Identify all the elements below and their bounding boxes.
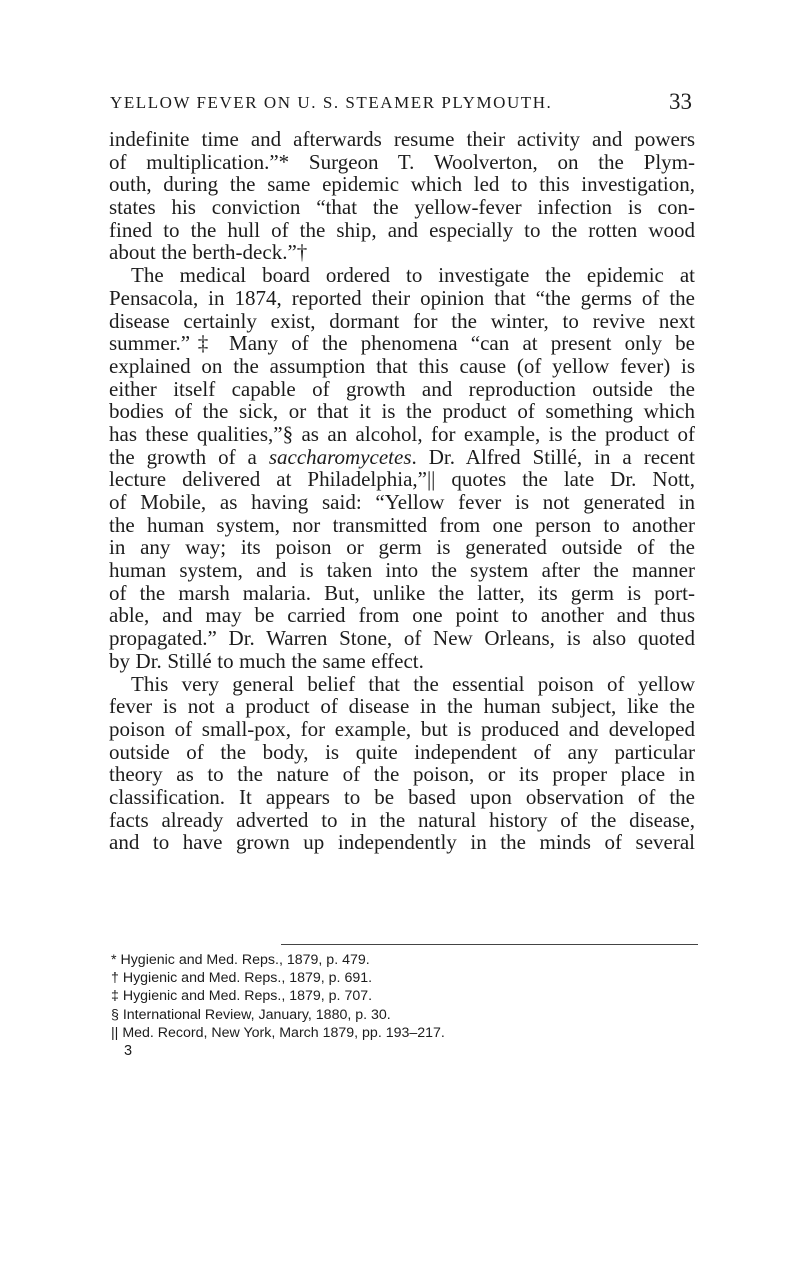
text-line: has these qualities,”§ as an alcohol, for example, is the product of [109, 421, 695, 446]
running-head [110, 91, 692, 115]
line-text: the growth of a [109, 444, 269, 469]
text-line: outh, during the same epidemic which led to this investigation, [109, 172, 695, 197]
text-line: of Mobile, as having said: “Yellow fever is not generated in [109, 490, 695, 514]
text-line: about the berth-deck.”† [109, 240, 308, 265]
text-line: fever is not a product of disease in the human subject, like the [109, 694, 695, 719]
footnote: || Med. Record, New York, March 1879, pp. 193–217. [111, 1024, 445, 1041]
text-line: by Dr. Stillé to much the same effect. [109, 648, 424, 673]
text-line: the human system, nor transmitted from one person to another [109, 512, 695, 537]
text-line-mixed [109, 446, 695, 469]
body-text [109, 128, 695, 854]
text-line: bodies of the sick, or that it is the product of something which [109, 399, 695, 424]
text-line: in any way; its poison or germ is generated outside of the [109, 535, 695, 560]
text-line: either itself capable of growth and reproduction outside the [109, 376, 695, 401]
text-line: summer.”‡ Many of the phenomena “can at present only be [109, 331, 695, 356]
text-line: of multiplication.”* Surgeon T. Woolverton, on the Plym- [109, 149, 695, 174]
text-line: facts already adverted to in the natural history of the disease, [109, 807, 695, 832]
text-line: explained on the assumption that this cause (of yellow fever) is [109, 353, 695, 378]
footnote: ‡ Hygienic and Med. Reps., 1879, p. 707. [111, 988, 373, 1005]
footnote: * Hygienic and Med. Reps., 1879, p. 479. [111, 952, 370, 968]
text-line: disease certainly exist, dormant for the winter, to revive next [109, 308, 695, 333]
text-line: indefinite time and afterwards resume their activity and powers [109, 127, 695, 151]
text-line: propagated.” Dr. Warren Stone, of New Orleans, is also quoted [109, 626, 695, 651]
footnotes [111, 951, 691, 1042]
text-line: fined to the hull of the ship, and especially to the rotten wood [109, 217, 695, 242]
line-text: The medical board ordered to investigate the epidemic at [131, 263, 695, 288]
footnote-rule [281, 944, 698, 945]
text-line: able, and may be carried from one point to another and thus [109, 603, 695, 628]
running-title: YELLOW FEVER ON U. S. STEAMER PLYMOUTH. [110, 93, 553, 112]
text-line-indented [109, 673, 695, 696]
page-number: 33 [669, 89, 692, 114]
text-line: theory as to the nature of the poison, or its proper place in [109, 762, 695, 787]
italic-term: saccharomycetes [268, 444, 412, 469]
footnote: † Hygienic and Med. Reps., 1879, p. 691. [111, 970, 373, 987]
text-line: Pensacola, in 1874, reported their opinion that “the germs of the [109, 285, 695, 310]
text-line: states his conviction “that the yellow-fever infection is con- [109, 195, 695, 220]
text-line: and to have grown up independently in the minds of several [109, 830, 695, 855]
text-line: of the marsh malaria. But, unlike the latter, its germ is port- [109, 580, 695, 605]
text-line: outside of the body, is quite independent of any particular [109, 739, 695, 764]
line-text: . Dr. Alfred Stillé, in a recent [411, 444, 696, 469]
footnote: § International Review, January, 1880, p. 30. [111, 1006, 391, 1023]
text-line: human system, and is taken into the system after the manner [109, 558, 695, 583]
text-line-indented [109, 264, 695, 287]
text-line: classification. It appears to be based upon observation of the [109, 784, 695, 809]
line-text: This very general belief that the essential poison of yellow [131, 671, 695, 696]
text-line: poison of small-pox, for example, but is produced and developed [109, 716, 695, 741]
text-line: lecture delivered at Philadelphia,”|| quotes the late Dr. Nott, [109, 467, 695, 492]
signature-mark: 3 [124, 1043, 133, 1059]
